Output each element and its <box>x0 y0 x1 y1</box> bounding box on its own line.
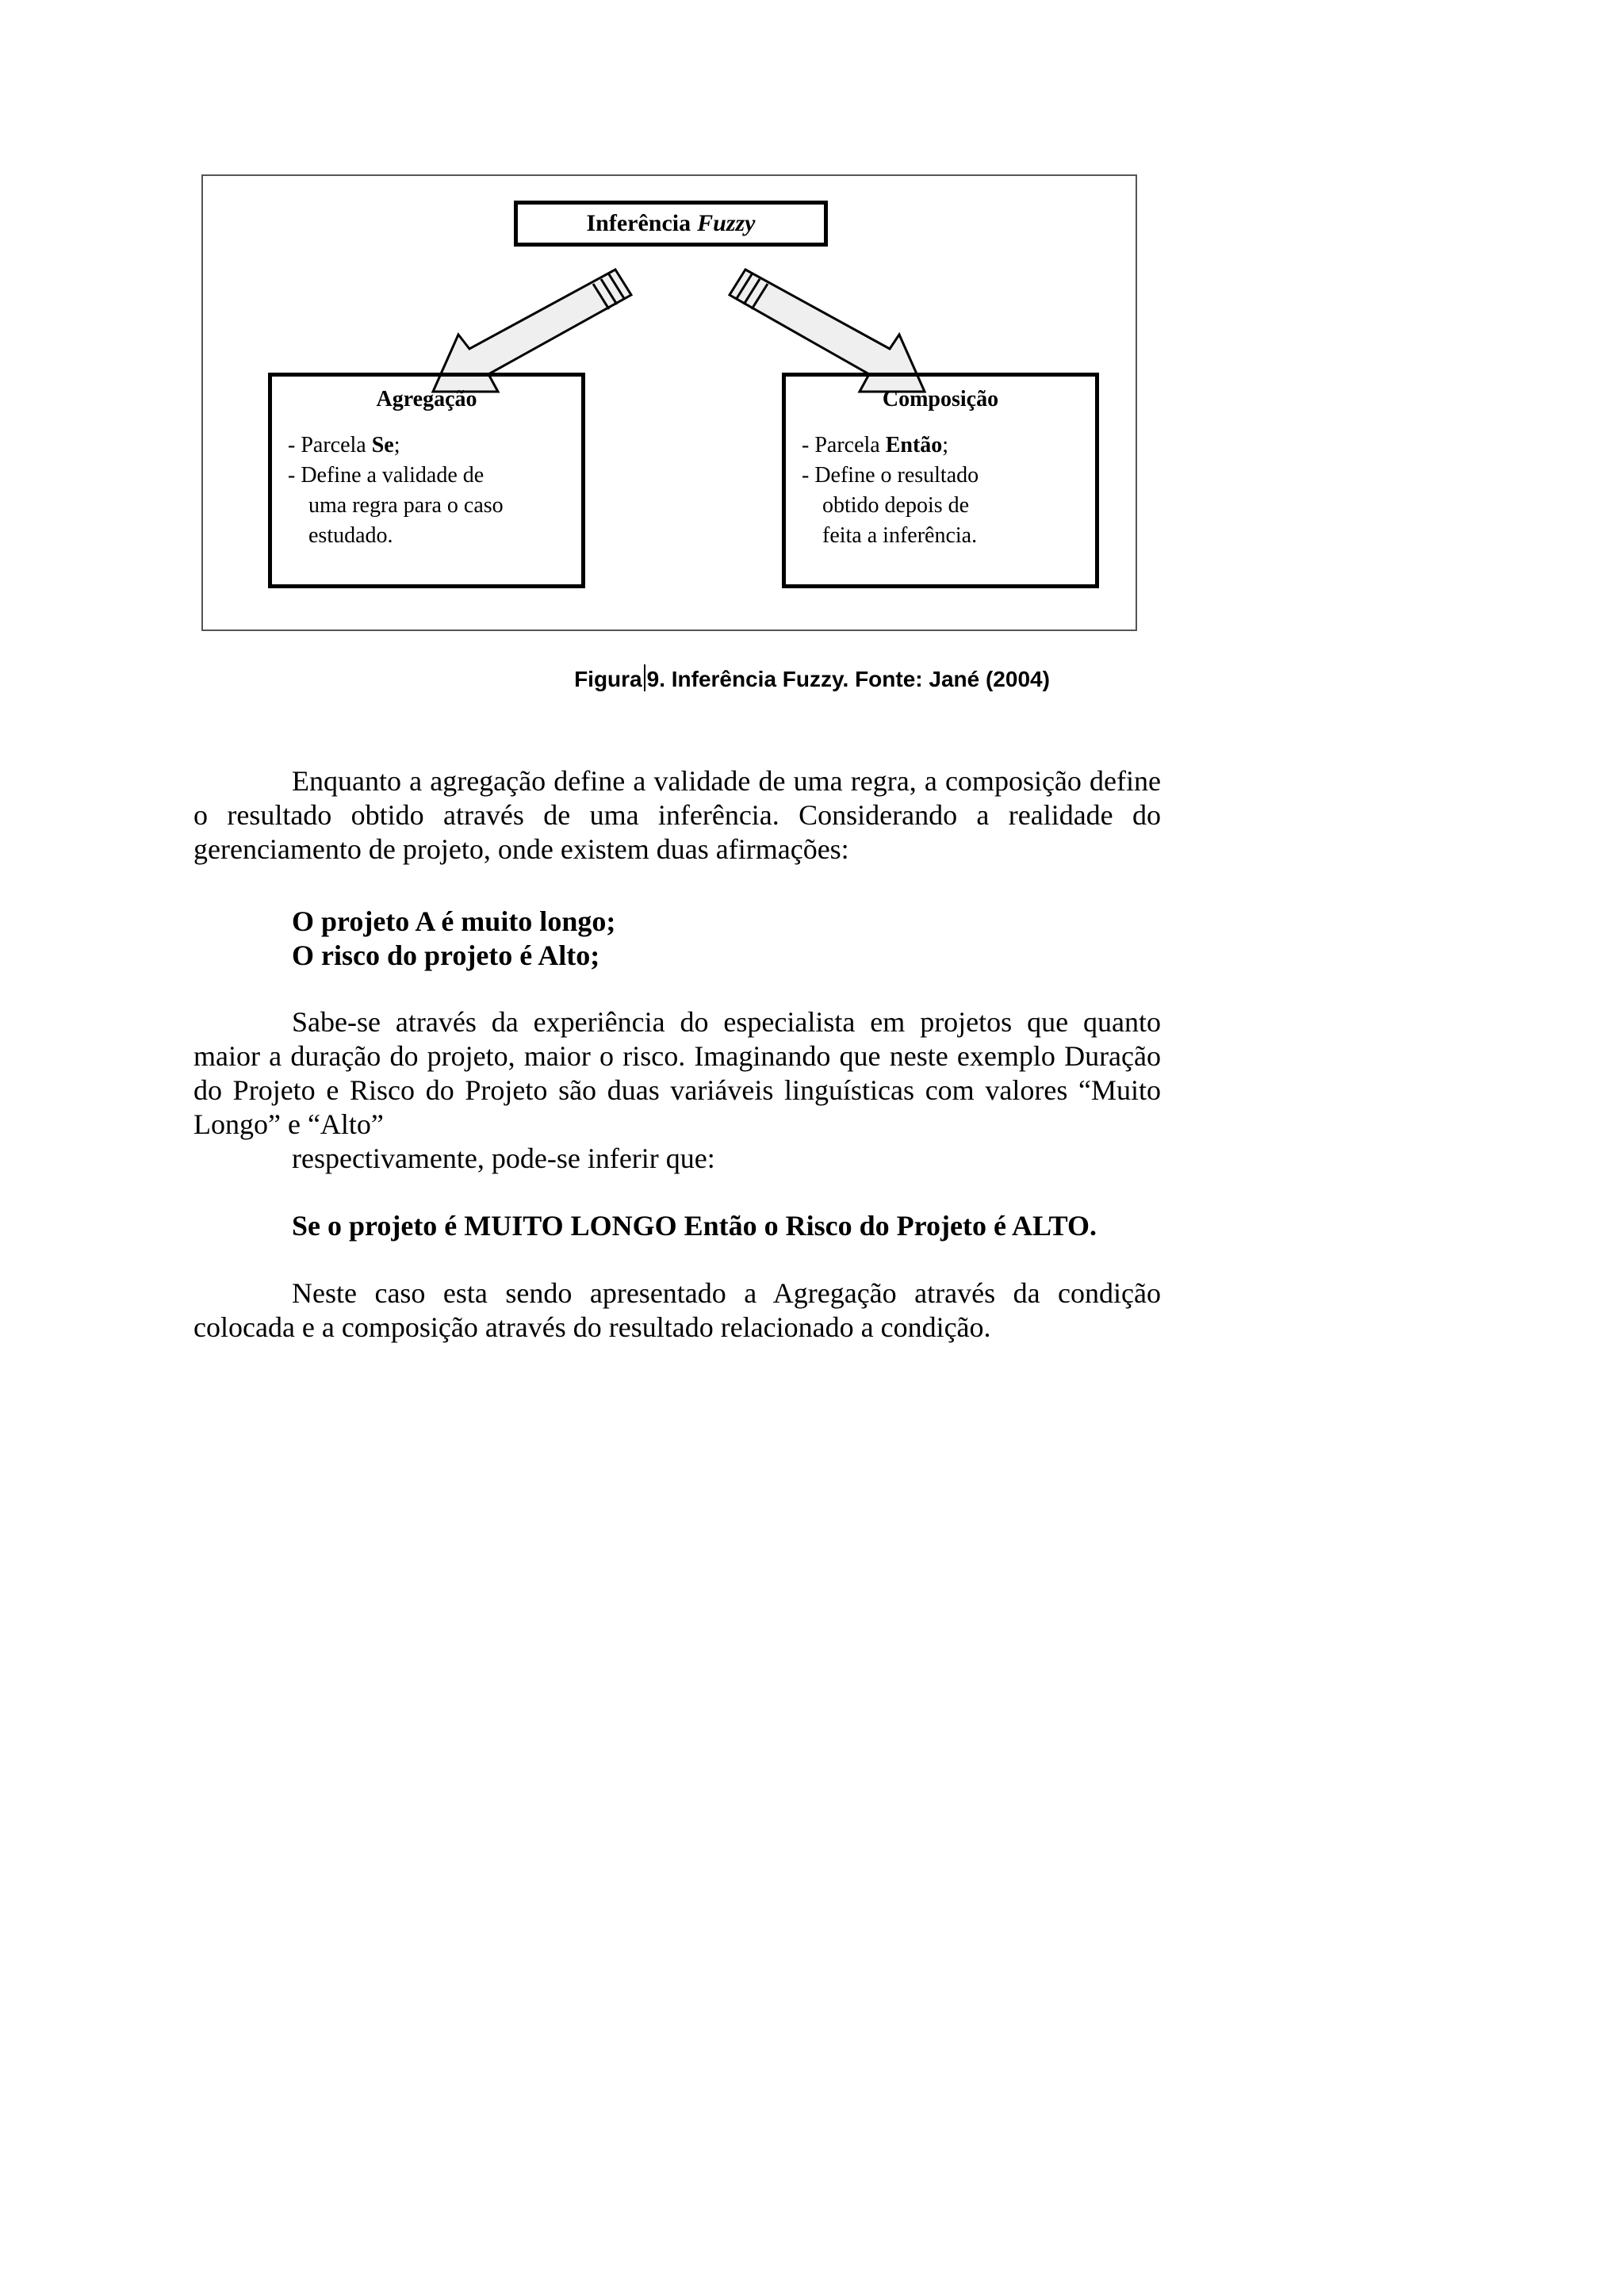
rule-statement: Se o projeto é MUITO LONGO Então o Risco do Projeto é ALTO. <box>292 1210 1097 1242</box>
figure-frame <box>201 174 1137 631</box>
composicao-line1-bold: Então <box>885 433 943 457</box>
figure-title-italic: Fuzzy <box>697 210 756 236</box>
figure-caption <box>0 664 1624 692</box>
statement-1: O projeto A é muito longo; <box>292 905 616 937</box>
paragraph-1-text: Enquanto a agregação define a validade de uma regra, a composição define o resultado obtido através de uma inferência. Considerando a realidade do gerenciamento de projeto, onde existem duas afirmações: <box>193 765 1161 865</box>
agregacao-line1-suffix: ; <box>393 433 400 457</box>
paragraph-2 <box>193 1005 1161 1142</box>
composicao-box <box>782 373 1099 588</box>
agregacao-box <box>268 373 585 588</box>
composicao-line4: feita a inferência. <box>822 523 978 548</box>
agregacao-line4: estudado. <box>308 523 393 548</box>
composicao-line1-prefix: - Parcela <box>802 433 886 457</box>
paragraph-3-text: Neste caso esta sendo apresentado a Agregação através da condição colocada e a composição através do resultado relacionado a condição. <box>193 1277 1161 1343</box>
agregacao-line3: uma regra para o caso <box>308 493 504 518</box>
statement-2: O risco do projeto é Alto; <box>292 939 600 971</box>
agregacao-line1-bold: Se <box>371 433 394 457</box>
agregacao-line2: - Define a validade de <box>288 463 485 488</box>
caption-part1: Figura <box>574 667 642 691</box>
caption-part2: 9. Inferência Fuzzy. Fonte: Jané (2004) <box>646 667 1050 691</box>
agregacao-heading: Agregação <box>376 387 477 411</box>
composicao-line3: obtido depois de <box>822 493 970 518</box>
composicao-line1-suffix: ; <box>942 433 949 457</box>
composicao-line1 <box>802 430 1079 461</box>
paragraph-2-text: Sabe-se através da experiência do especialista em projetos que quanto maior a duração do projeto, maior o risco. Imaginando que neste exemplo Duração do Projeto e Risco do Projeto são duas variáveis linguísticas com valores “Muito Longo” e “Alto” <box>193 1006 1161 1140</box>
composicao-heading: Composição <box>882 387 999 411</box>
paragraph-3 <box>193 1276 1161 1345</box>
figure-title-text: Inferência <box>586 210 691 236</box>
figure-title-box <box>514 201 828 247</box>
text-cursor-icon <box>644 664 645 691</box>
agregacao-line1 <box>288 430 565 461</box>
paragraph-2-continued: respectivamente, pode-se inferir que: <box>292 1142 715 1174</box>
paragraph-1 <box>193 764 1161 867</box>
agregacao-line1-prefix: - Parcela <box>288 433 372 457</box>
composicao-line2: - Define o resultado <box>802 463 979 488</box>
